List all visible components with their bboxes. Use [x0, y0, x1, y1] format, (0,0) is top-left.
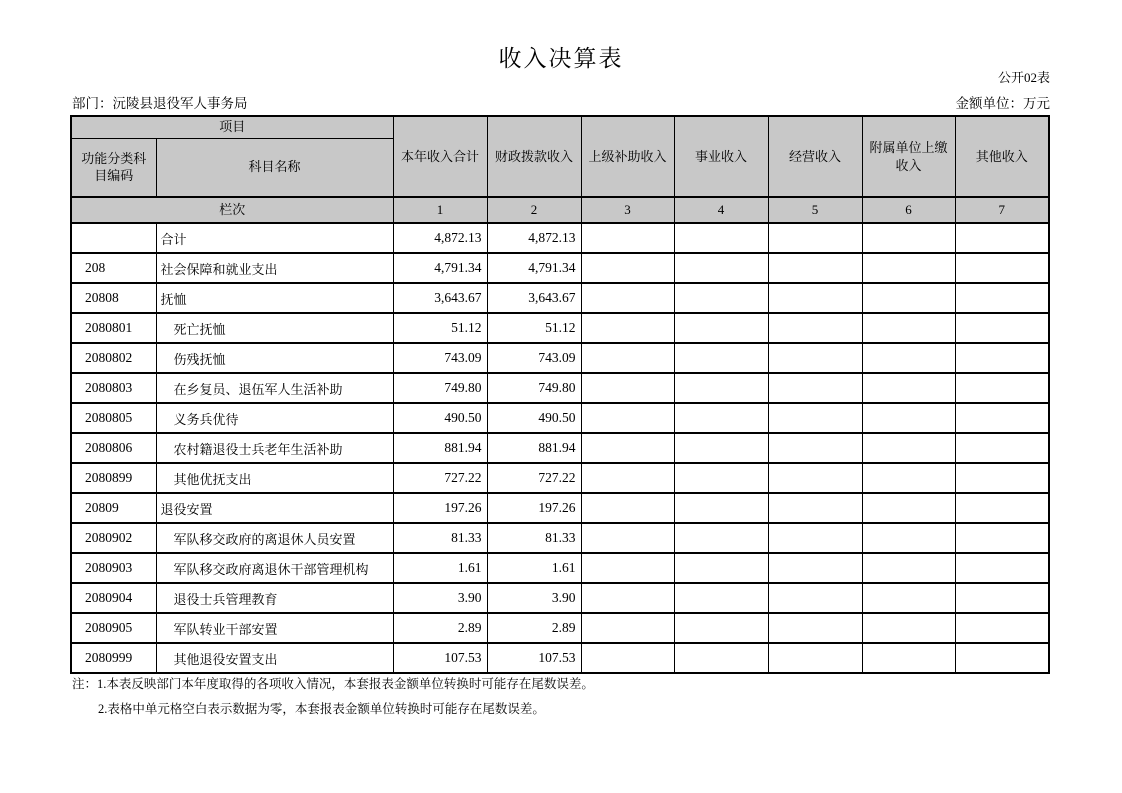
- value-cell: [768, 643, 862, 673]
- value-cell: [674, 463, 768, 493]
- department-label: 部门：沅陵县退役军人事务局: [72, 96, 248, 111]
- value-cell: [768, 493, 862, 523]
- value-cell: [862, 313, 955, 343]
- lanci-number: 4: [674, 197, 768, 223]
- name-cell: 义务兵优待: [156, 403, 393, 433]
- value-cell: [955, 523, 1049, 553]
- table-row: [71, 403, 1049, 433]
- code-cell: 2080803: [71, 373, 156, 403]
- footnote-2: 2.表格中单元格空白表示数据为零，本套报表金额单位转换时可能存在尾数误差。: [98, 702, 545, 716]
- unit-label: 金额单位：万元: [955, 96, 1050, 111]
- value-cell: [955, 223, 1049, 253]
- value-cell: [768, 523, 862, 553]
- code-cell: 2080806: [71, 433, 156, 463]
- value-cell: [674, 283, 768, 313]
- value-cell: [862, 613, 955, 643]
- value-cell: [955, 373, 1049, 403]
- value-cell: [862, 283, 955, 313]
- value-cell: [581, 643, 674, 673]
- value-cell: 3,643.67: [393, 283, 487, 313]
- value-cell: [768, 613, 862, 643]
- value-cell: 107.53: [393, 643, 487, 673]
- header-row-project: [71, 116, 1049, 138]
- value-cell: 1.61: [487, 553, 581, 583]
- name-cell: 退役安置: [156, 493, 393, 523]
- header-col-other: 其他收入: [955, 116, 1049, 197]
- header-col-operating: 经营收入: [768, 116, 862, 197]
- code-cell: [71, 223, 156, 253]
- value-cell: [955, 493, 1049, 523]
- value-cell: [581, 583, 674, 613]
- code-cell: 2080899: [71, 463, 156, 493]
- code-cell: 20809: [71, 493, 156, 523]
- value-cell: 3,643.67: [487, 283, 581, 313]
- value-cell: [581, 553, 674, 583]
- value-cell: [768, 553, 862, 583]
- value-cell: [955, 343, 1049, 373]
- value-cell: [768, 403, 862, 433]
- value-cell: 3.90: [393, 583, 487, 613]
- value-cell: [768, 283, 862, 313]
- value-cell: [581, 253, 674, 283]
- value-cell: [674, 433, 768, 463]
- table-row: [71, 283, 1049, 313]
- value-cell: [768, 223, 862, 253]
- value-cell: [581, 283, 674, 313]
- code-cell: 2080902: [71, 523, 156, 553]
- table-header: [71, 116, 1049, 223]
- value-cell: 881.94: [393, 433, 487, 463]
- value-cell: [674, 493, 768, 523]
- value-cell: [581, 523, 674, 553]
- value-cell: 2.89: [393, 613, 487, 643]
- code-cell: 2080802: [71, 343, 156, 373]
- header-row-lanci: [71, 197, 1049, 223]
- value-cell: [955, 553, 1049, 583]
- value-cell: [955, 583, 1049, 613]
- value-cell: [768, 313, 862, 343]
- value-cell: [862, 343, 955, 373]
- header-code-col: 功能分类科目编码: [71, 138, 156, 197]
- value-cell: 743.09: [487, 343, 581, 373]
- code-cell: 2080805: [71, 403, 156, 433]
- table-code-label: 公开02表: [997, 70, 1050, 85]
- table-row: [71, 463, 1049, 493]
- value-cell: [581, 373, 674, 403]
- table-row: [71, 223, 1049, 253]
- value-cell: [955, 403, 1049, 433]
- code-cell: 2080801: [71, 313, 156, 343]
- value-cell: 2.89: [487, 613, 581, 643]
- lanci-number: 1: [393, 197, 487, 223]
- header-col-business: 事业收入: [674, 116, 768, 197]
- lanci-number: 7: [955, 197, 1049, 223]
- code-cell: 2080903: [71, 553, 156, 583]
- code-cell: 2080904: [71, 583, 156, 613]
- value-cell: 81.33: [487, 523, 581, 553]
- lanci-number: 6: [862, 197, 955, 223]
- name-cell: 其他优抚支出: [156, 463, 393, 493]
- value-cell: 743.09: [393, 343, 487, 373]
- header-col-total: 本年收入合计: [393, 116, 487, 197]
- name-cell: 合计: [156, 223, 393, 253]
- table-row: [71, 433, 1049, 463]
- value-cell: 3.90: [487, 583, 581, 613]
- value-cell: [768, 463, 862, 493]
- value-cell: [581, 343, 674, 373]
- lanci-number: 5: [768, 197, 862, 223]
- value-cell: [955, 313, 1049, 343]
- table-row: [71, 583, 1049, 613]
- value-cell: [674, 343, 768, 373]
- table-row: [71, 373, 1049, 403]
- code-cell: 208: [71, 253, 156, 283]
- table-row: [71, 553, 1049, 583]
- value-cell: [862, 223, 955, 253]
- value-cell: [581, 433, 674, 463]
- value-cell: [862, 403, 955, 433]
- value-cell: 51.12: [487, 313, 581, 343]
- value-cell: 4,791.34: [393, 253, 487, 283]
- value-cell: [862, 493, 955, 523]
- value-cell: [674, 403, 768, 433]
- header-col-fiscal: 财政拨款收入: [487, 116, 581, 197]
- value-cell: [955, 613, 1049, 643]
- income-table: [70, 115, 1050, 674]
- value-cell: [674, 643, 768, 673]
- value-cell: 81.33: [393, 523, 487, 553]
- name-cell: 军队移交政府的离退休人员安置: [156, 523, 393, 553]
- table-row: [71, 313, 1049, 343]
- value-cell: 727.22: [487, 463, 581, 493]
- value-cell: 1.61: [393, 553, 487, 583]
- value-cell: 749.80: [393, 373, 487, 403]
- table-row: [71, 523, 1049, 553]
- value-cell: [768, 373, 862, 403]
- value-cell: 197.26: [393, 493, 487, 523]
- table-row: [71, 613, 1049, 643]
- value-cell: 51.12: [393, 313, 487, 343]
- value-cell: [581, 403, 674, 433]
- value-cell: [581, 223, 674, 253]
- value-cell: 749.80: [487, 373, 581, 403]
- value-cell: [674, 313, 768, 343]
- header-col-affiliate: 附属单位上缴收入: [862, 116, 955, 197]
- value-cell: [674, 553, 768, 583]
- name-cell: 伤残抚恤: [156, 343, 393, 373]
- value-cell: [862, 463, 955, 493]
- value-cell: 4,791.34: [487, 253, 581, 283]
- value-cell: [862, 553, 955, 583]
- header-project: 项目: [71, 116, 393, 138]
- lanci-number: 3: [581, 197, 674, 223]
- value-cell: [674, 223, 768, 253]
- value-cell: [862, 583, 955, 613]
- table-row: [71, 643, 1049, 673]
- value-cell: 197.26: [487, 493, 581, 523]
- value-cell: [955, 283, 1049, 313]
- value-cell: [862, 433, 955, 463]
- meta-row: [72, 92, 1050, 112]
- code-cell: 20808: [71, 283, 156, 313]
- name-cell: 军队移交政府离退休干部管理机构: [156, 553, 393, 583]
- value-cell: 881.94: [487, 433, 581, 463]
- value-cell: 727.22: [393, 463, 487, 493]
- value-cell: 107.53: [487, 643, 581, 673]
- name-cell: 社会保障和就业支出: [156, 253, 393, 283]
- lanci-label: 栏次: [71, 197, 393, 223]
- value-cell: [955, 463, 1049, 493]
- value-cell: [581, 493, 674, 523]
- value-cell: 490.50: [393, 403, 487, 433]
- value-cell: 490.50: [487, 403, 581, 433]
- header-name-col: 科目名称: [156, 138, 393, 197]
- name-cell: 军队转业干部安置: [156, 613, 393, 643]
- value-cell: [768, 583, 862, 613]
- name-cell: 农村籍退役士兵老年生活补助: [156, 433, 393, 463]
- value-cell: [674, 613, 768, 643]
- table-row: [71, 253, 1049, 283]
- value-cell: [674, 583, 768, 613]
- table-body: [71, 223, 1049, 673]
- name-cell: 其他退役安置支出: [156, 643, 393, 673]
- code-cell: 2080999: [71, 643, 156, 673]
- value-cell: [862, 523, 955, 553]
- value-cell: [674, 373, 768, 403]
- value-cell: [955, 643, 1049, 673]
- value-cell: [955, 433, 1049, 463]
- value-cell: [674, 523, 768, 553]
- code-cell: 2080905: [71, 613, 156, 643]
- value-cell: [862, 643, 955, 673]
- value-cell: [862, 373, 955, 403]
- name-cell: 在乡复员、退伍军人生活补助: [156, 373, 393, 403]
- table-row: [71, 343, 1049, 373]
- lanci-number: 2: [487, 197, 581, 223]
- value-cell: [581, 613, 674, 643]
- table-row: [71, 493, 1049, 523]
- name-cell: 抚恤: [156, 283, 393, 313]
- header-col-superior: 上级补助收入: [581, 116, 674, 197]
- value-cell: [768, 343, 862, 373]
- value-cell: 4,872.13: [393, 223, 487, 253]
- value-cell: 4,872.13: [487, 223, 581, 253]
- value-cell: [768, 253, 862, 283]
- footnotes: [72, 676, 594, 718]
- value-cell: [674, 253, 768, 283]
- value-cell: [862, 253, 955, 283]
- value-cell: [581, 463, 674, 493]
- value-cell: [768, 433, 862, 463]
- value-cell: [955, 253, 1049, 283]
- name-cell: 死亡抚恤: [156, 313, 393, 343]
- value-cell: [581, 313, 674, 343]
- name-cell: 退役士兵管理教育: [156, 583, 393, 613]
- page-title: 收入决算表: [498, 46, 624, 71]
- footnote-1: 注：1.本表反映部门本年度取得的各项收入情况，本套报表金额单位转换时可能存在尾数误差。: [72, 677, 594, 691]
